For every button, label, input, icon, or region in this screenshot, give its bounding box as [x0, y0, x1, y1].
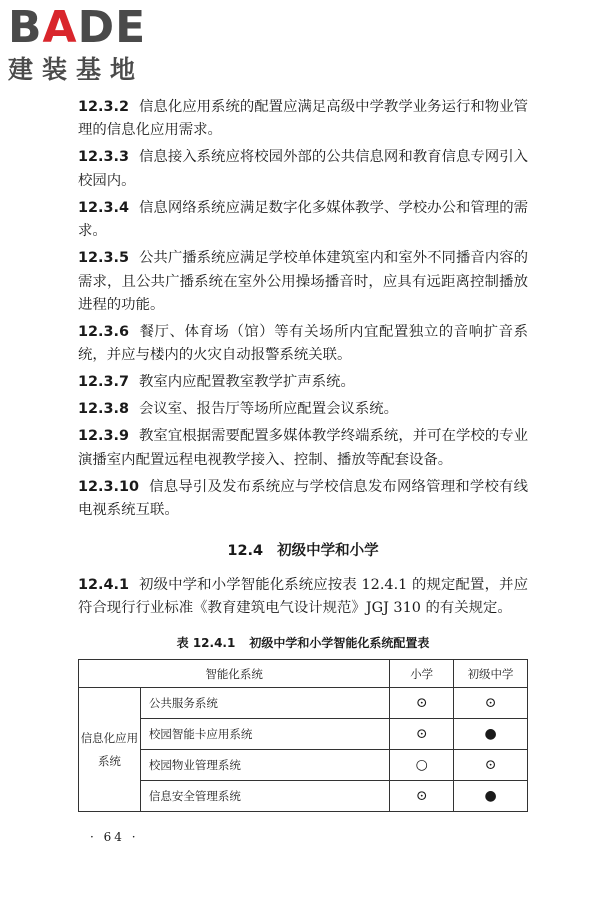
clause-12-4-1: 12.4.1 初级中学和小学智能化系统应按表 12.4.1 的规定配置，并应符合现行行业标准《教育建筑电气设计规范》JGJ 310 的有关规定。	[78, 576, 528, 617]
clause-12-3-5: 12.3.5 公共广播系统应满足学校单体建筑室内和室外不同播音内容的需求，且公共广播系统在室外公用操场播音时，应具有远距离控制播放进程的功能。	[78, 250, 528, 314]
primary-mark: ⊙	[390, 781, 454, 812]
clause-12-3-2: 12.3.2 信息化应用系统的配置应满足高级中学教学业务运行和物业管理的信息化应用需求。	[78, 99, 528, 139]
bade-logo	[8, 4, 178, 96]
section-heading: 12.4 初级中学和小学	[227, 542, 379, 559]
table-row	[79, 781, 528, 812]
table-header-row	[79, 660, 528, 688]
system-name: 校园智能卡应用系统	[140, 719, 389, 750]
junior-mark: ●	[454, 719, 528, 750]
logo-subtitle: 建装基地	[8, 55, 145, 84]
clause-12-3-4: 12.3.4 信息网络系统应满足数字化多媒体教学、学校办公和管理的需求。	[78, 199, 528, 240]
junior-mark: ⊙	[454, 750, 528, 781]
header-junior-middle: 初级中学	[454, 660, 528, 688]
primary-mark: ⊙	[390, 688, 454, 719]
clause-12-3-3: 12.3.3 信息接入系统应将校园外部的公共信息网和教育信息专网引入校园内。	[78, 149, 528, 189]
clause-12-3-10: 12.3.10 信息导引及发布系统应与学校信息发布网络管理和学校有线电视系统互联。	[78, 478, 528, 519]
primary-mark: ⊙	[390, 719, 454, 750]
system-name: 信息安全管理系统	[140, 781, 389, 812]
table-row	[79, 750, 528, 781]
header-system: 智能化系统	[79, 660, 390, 688]
clause-12-3-9: 12.3.9 教室宜根据需要配置多媒体教学终端系统，并可在学校的专业演播室内配置远程电视教学接入、控制、播放等配套设备。	[78, 428, 528, 468]
system-name: 校园物业管理系统	[140, 750, 389, 781]
clause-12-3-7: 12.3.7 教室内应配置教室教学扩声系统。	[78, 374, 355, 391]
table-row	[79, 688, 528, 719]
page-number: · 64 ·	[90, 830, 139, 844]
header-primary-school: 小学	[390, 660, 454, 688]
clause-12-3-8: 12.3.8 会议室、报告厅等场所应配置会议系统。	[78, 401, 399, 418]
table-row	[79, 719, 528, 750]
system-name: 公共服务系统	[140, 688, 389, 719]
clause-12-3-6: 12.3.6 餐厅、体育场（馆）等有关场所内宜配置独立的音响扩音系统，并应与楼内的火灾自动报警系统关联。	[78, 324, 528, 364]
category-cell: 信息化应用系统	[79, 688, 141, 812]
system-config-table	[78, 659, 528, 812]
primary-mark: ○	[390, 750, 454, 781]
page-content	[78, 96, 528, 812]
table-caption: 表 12.4.1 初级中学和小学智能化系统配置表	[176, 636, 430, 651]
logo-wordmark: BADE	[8, 2, 147, 53]
junior-mark: ●	[454, 781, 528, 812]
junior-mark: ⊙	[454, 688, 528, 719]
